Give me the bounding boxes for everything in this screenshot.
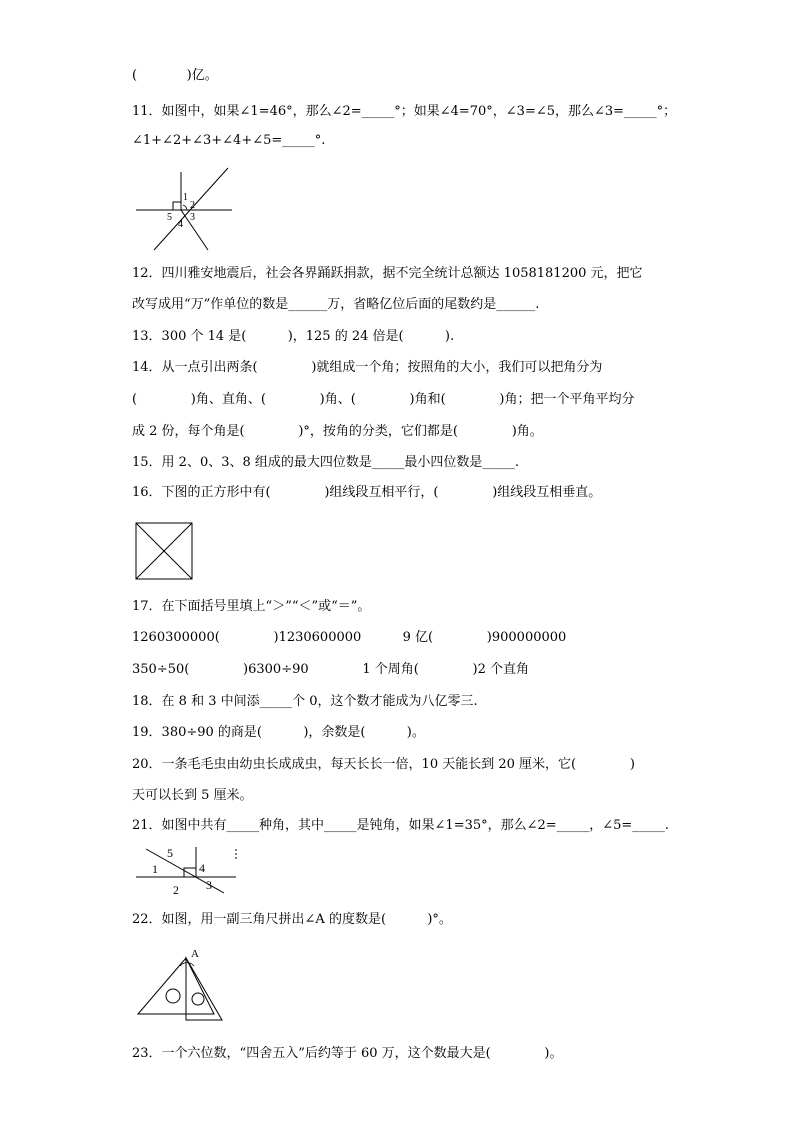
fig21-label-2: 2 <box>173 883 179 895</box>
question-17-row-1: 1260300000( )1230600000 9 亿( )900000000 <box>132 630 567 645</box>
question-17-row-2: 350÷50( )6300÷90 1 个周角( )2 个直角 <box>132 662 530 677</box>
question-14-line-3: 成 2 份，每个角是( )°，按角的分类，它们都是( )角。 <box>132 424 543 439</box>
question-22: 22．如图，用一副三角尺拼出∠A 的度数是( )°。 <box>132 912 452 927</box>
question-12-line-1: 12．四川雅安地震后，社会各界踊跃捐款，据不完全统计总额达 1058181200 元，把它 <box>132 266 643 281</box>
question-16: 16．下图的正方形中有( )组线段互相平行，( )组线段互相垂直。 <box>132 485 602 500</box>
fig11-label-4: 4 <box>178 219 183 230</box>
question-20-line-1: 20．一条毛毛虫由幼虫长成成虫，每天长长一倍，10 天能长到 20 厘米，它( ) <box>132 757 635 772</box>
question-17: 17．在下面括号里填上“＞”“＜”或“＝”。 <box>132 599 371 614</box>
fig21-label-4: 4 <box>199 861 205 875</box>
text-line-0: ( )亿。 <box>132 68 218 83</box>
question-12-line-2: 改写成用“万”作单位的数是______万，省略亿位后面的尾数约是______. <box>132 297 540 312</box>
question-23: 23．一个六位数，“四舍五入”后约等于 60 万，这个数最大是( )。 <box>132 1046 563 1061</box>
fig21-label-1: 1 <box>152 862 158 876</box>
question-14-line-1: 14．从一点引出两条( )就组成一个角；按照角的大小，我们可以把角分为 <box>132 360 603 375</box>
fig21-label-5: 5 <box>167 846 173 860</box>
question-13: 13．300 个 14 是( )，125 的 24 倍是( ). <box>132 329 455 344</box>
question-15: 15．用 2、0、3、8 组成的最大四位数是_____最小四位数是_____. <box>132 455 520 470</box>
figure-22-triangle-rulers <box>134 944 224 1022</box>
fig21-label-3: 3 <box>206 878 212 892</box>
question-19: 19．380÷90 的商是( )，余数是( )。 <box>132 725 425 740</box>
question-18: 18．在 8 和 3 中间添_____个 0，这个数才能成为八亿零三. <box>132 694 478 709</box>
figure-21-angles <box>132 843 242 895</box>
fig11-label-2: 2 <box>190 200 195 211</box>
figure-11-intersecting-lines <box>132 162 242 254</box>
fig11-label-1: 1 <box>183 192 188 203</box>
question-11-line-1: 11．如图中，如果∠1=46°，那么∠2=_____°；如果∠4=70°，∠3=∠5，那么∠3=_____°； <box>132 104 677 119</box>
question-20-line-2: 天可以长到 5 厘米。 <box>132 788 253 803</box>
fig22-label-A: A <box>191 948 199 960</box>
question-11-line-2: ∠1+∠2+∠3+∠4+∠5=_____°. <box>132 133 326 148</box>
question-21: 21．如图中共有_____种角，其中_____是钝角，如果∠1=35°，那么∠2=_____，∠5=_____. <box>132 818 669 833</box>
question-14-line-2: ( )角、直角、( )角、( )角和( )角；把一个平角平均分 <box>132 392 635 407</box>
figure-16-square-diagonals <box>134 521 196 581</box>
fig11-label-3: 3 <box>190 212 195 223</box>
fig11-label-5: 5 <box>167 212 172 223</box>
